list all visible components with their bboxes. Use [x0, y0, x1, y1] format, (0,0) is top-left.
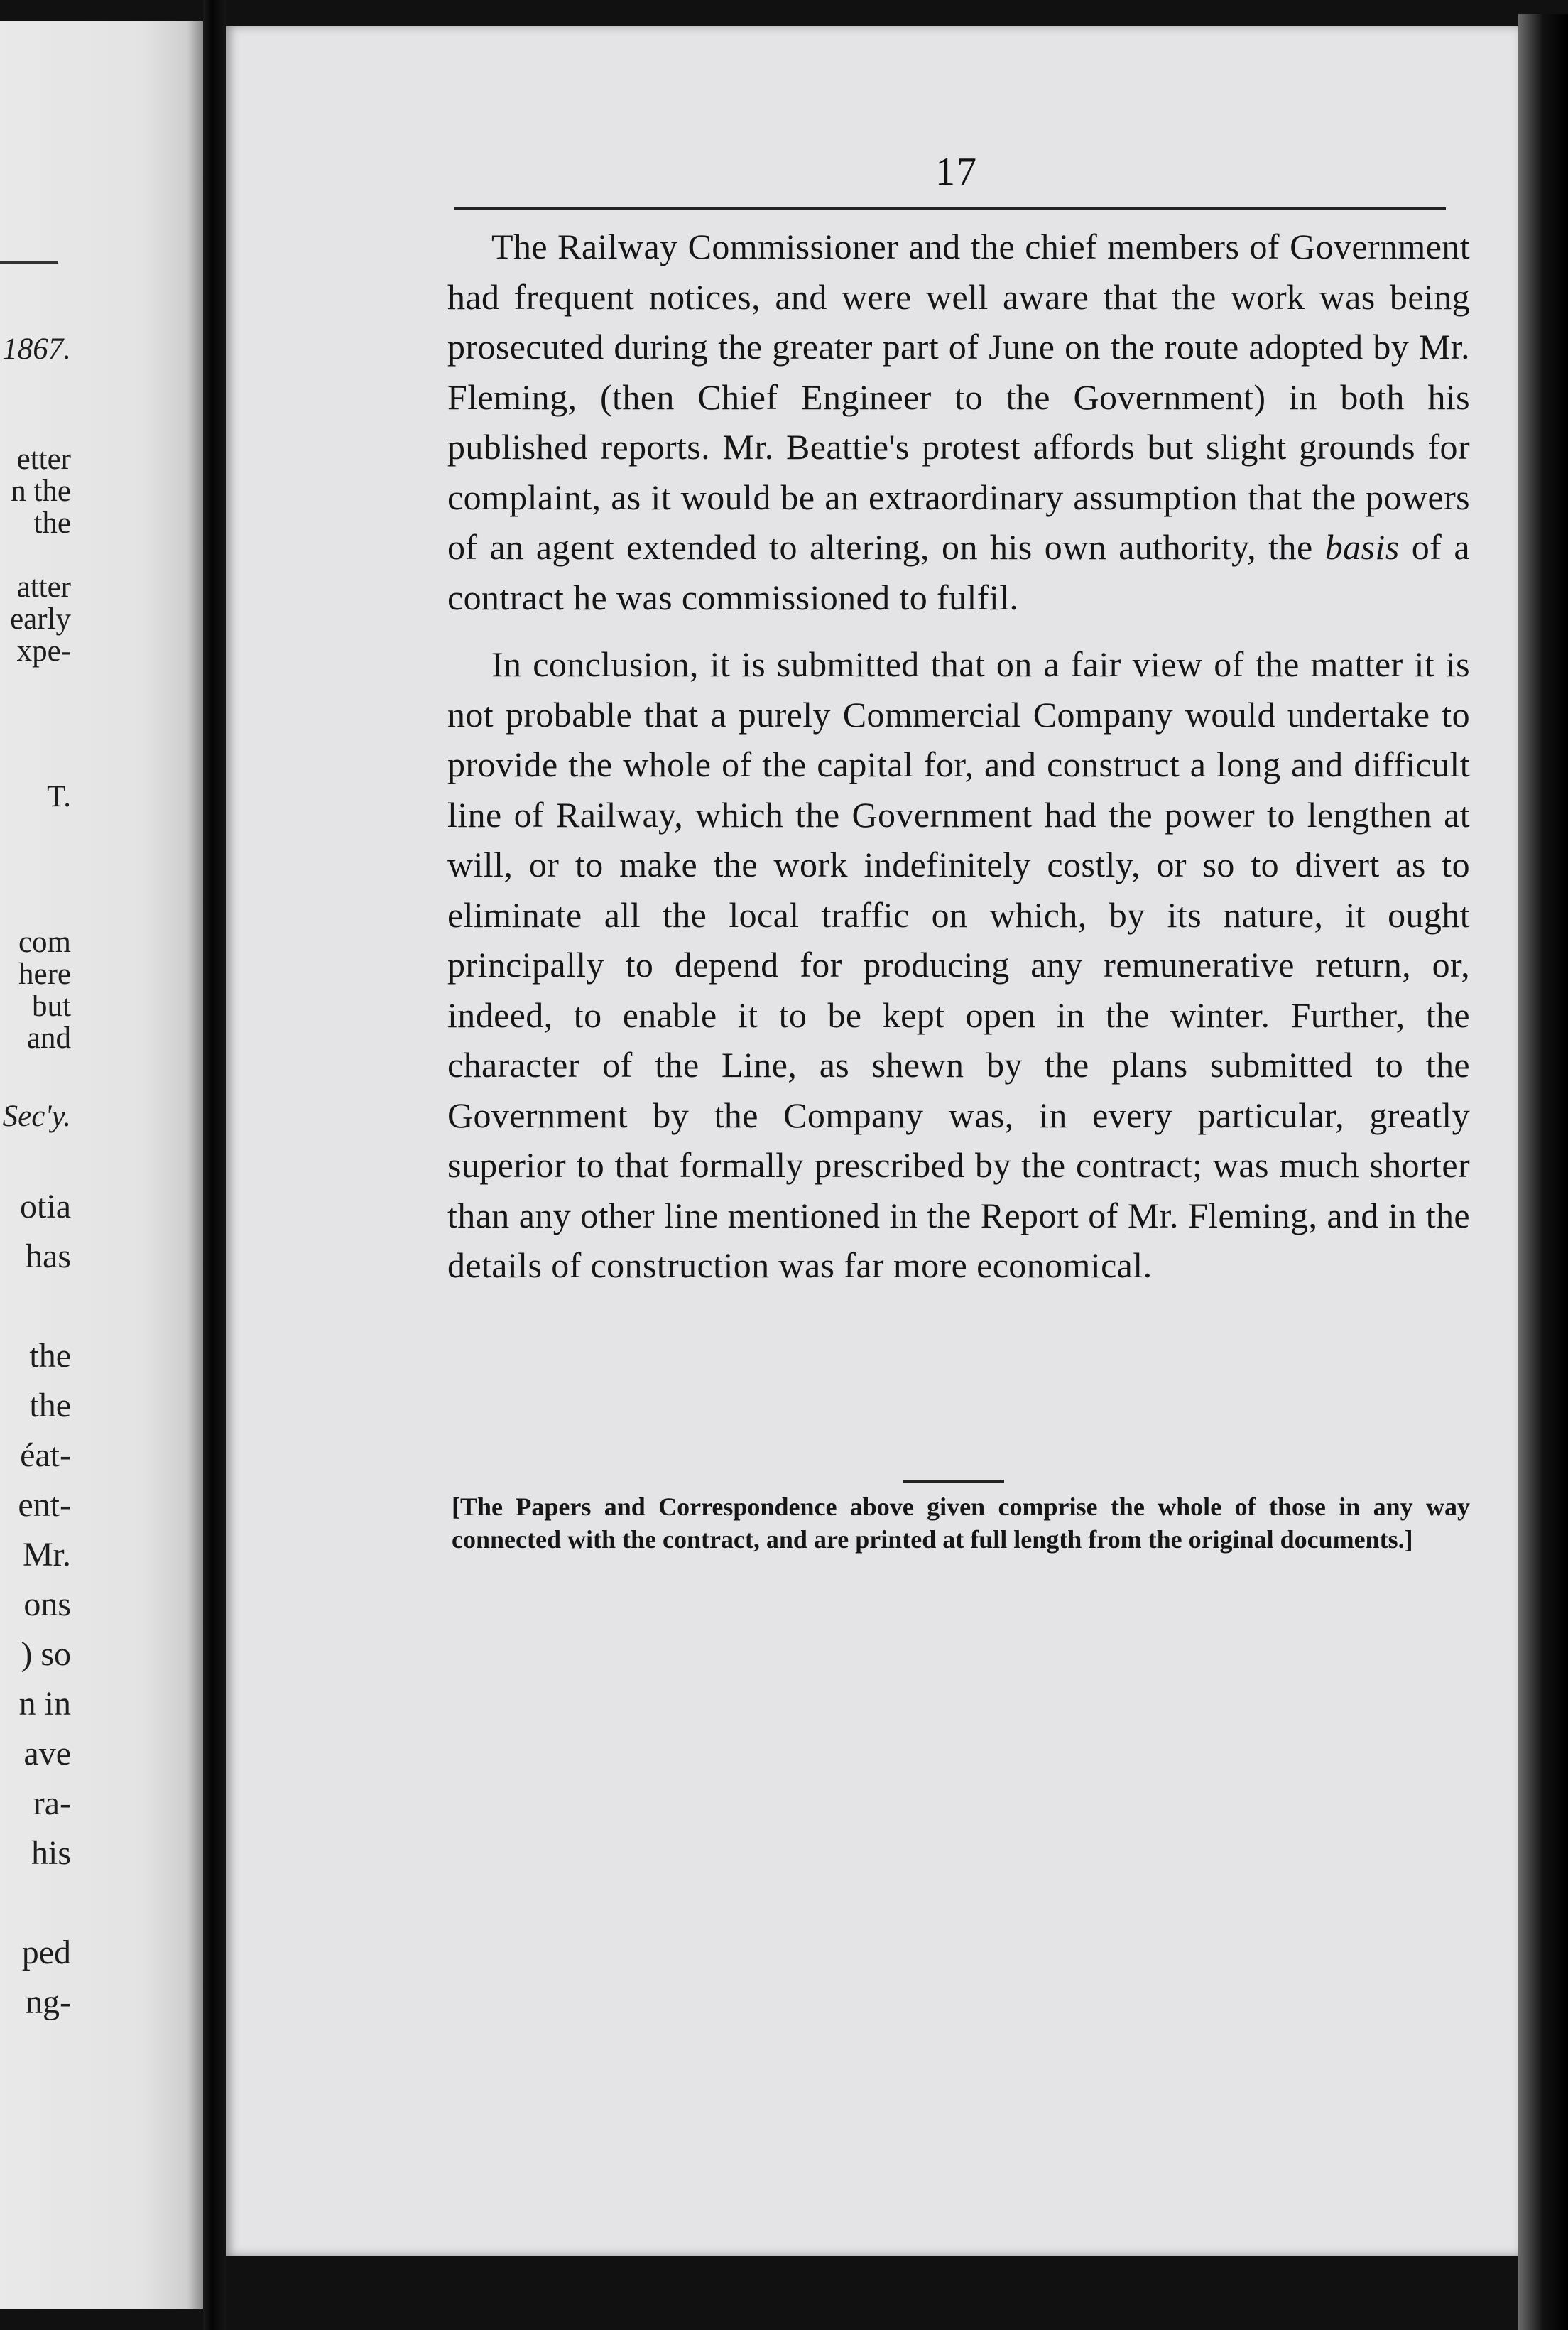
facing-page-line: ent-	[18, 1486, 71, 1524]
facing-page-line: ped	[21, 1934, 71, 1971]
book-gutter	[203, 0, 226, 2330]
facing-page-line: ) so	[21, 1635, 71, 1673]
paragraph-2: In conclusion, it is submitted that on a fair view of the matter it is not probable that a purely Commercial Company would undertake to provide the whole of the capital for, and construct a long and difficult line of Railway, which the Government had the power to lengthen at will, or to make the work indefinitely costly, or so to divert as to eliminate all the local traffic on which, by its nature, it ought principally to depend for producing any remunerative return, or, indeed, to enable it to be kept open in the winter. Further, the character of the Line, as shewn by the plans submitted to the Government by the Company was, in every particular, greatly superior to that formally prescribed by the contract; was much shorter than any other line mentioned in the Report of Mr. Fleming, and in the details of construction was far more economical.	[447, 644, 1470, 1285]
facing-page-line: etter	[16, 443, 71, 476]
facing-page-line: the	[29, 1387, 71, 1424]
facing-page-line: otia	[20, 1188, 71, 1225]
facing-page-line: his	[31, 1834, 71, 1872]
facing-page-line: atter	[16, 570, 71, 604]
facing-page-line: T.	[47, 780, 71, 813]
facing-page-line: Sec'y.	[2, 1100, 71, 1133]
facing-page-line: Mr.	[22, 1536, 71, 1573]
facing-page-line: n in	[18, 1685, 71, 1723]
facing-page-line: ng-	[26, 1983, 71, 2021]
facing-page-line: the	[33, 506, 71, 540]
facing-page-line: com	[18, 926, 71, 959]
facing-page-line: early	[10, 602, 71, 636]
facing-page-line: ra-	[33, 1784, 71, 1822]
facing-page-line: but	[32, 990, 71, 1023]
page-body	[447, 222, 1470, 1291]
facing-page-line: 1867.	[2, 332, 71, 366]
facing-page-rule	[0, 261, 58, 264]
facing-page-line: ons	[23, 1586, 71, 1623]
facing-page-line: and	[26, 1022, 71, 1055]
page-edge-shadow	[1518, 14, 1568, 2330]
paragraph-1-text-a: The Railway Commissioner and the chief members of Government had frequent notices, and were well aware that the work was being prosecuted during the greater part of June on the route adopted by Mr. Fleming, (then Chief Engineer to the Government) in both his published reports. Mr. Beattie's protest affords but slight grounds for complaint, as it would be an extraordinary assumption that the powers of an agent extended to altering, on his own authority, the	[447, 227, 1470, 567]
facing-page-line: here	[18, 958, 71, 991]
italic-word: basis	[1324, 527, 1400, 567]
facing-page-line: has	[26, 1237, 71, 1275]
facing-page-line: the	[29, 1337, 71, 1375]
editorial-note: [The Papers and Correspondence above given comprise the whole of those in any way connected with the contract, and are printed at full length from the original documents.]	[452, 1492, 1470, 1554]
facing-page-line: n the	[11, 475, 71, 508]
header-rule	[454, 207, 1446, 210]
paragraph-1	[447, 222, 1470, 622]
page-number: 17	[935, 150, 978, 194]
paragraph-1-text-b: of a contract he was commissioned to fulfil.	[447, 527, 1470, 617]
facing-page-line: ave	[23, 1735, 71, 1772]
facing-page-line: xpe-	[16, 634, 71, 668]
closing-rule	[903, 1480, 1004, 1483]
facing-page-line: éat-	[20, 1436, 71, 1474]
facing-page-fragment	[0, 21, 203, 2309]
